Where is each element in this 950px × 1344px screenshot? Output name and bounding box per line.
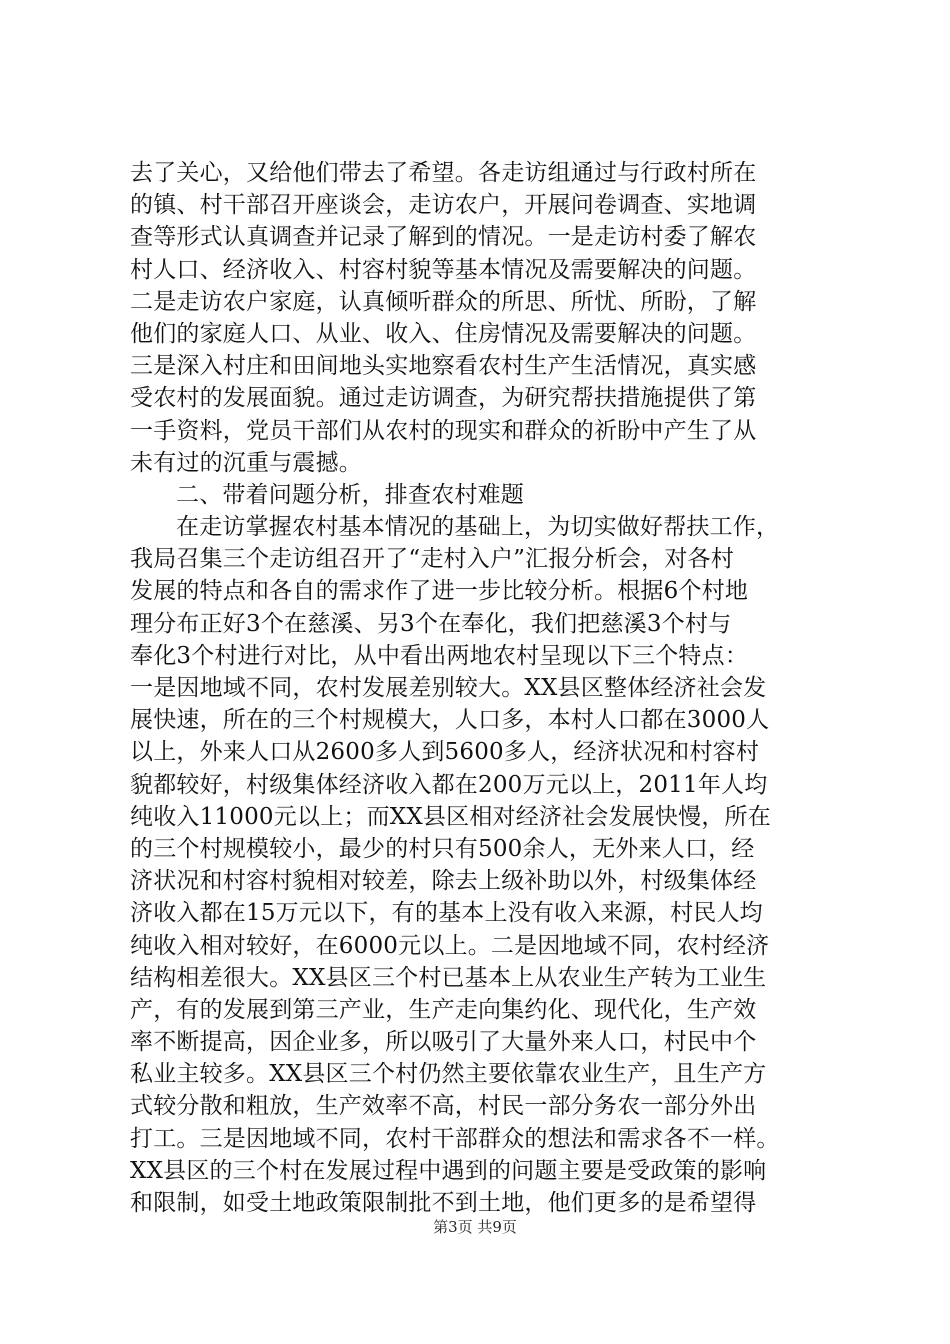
text-line: 式较分散和粗放，生产效率不高，村民一部分务农一部分外出 — [130, 1093, 757, 1120]
text-line: 产，有的发展到第三产业，生产走向集约化、现代化，生产效 — [130, 996, 757, 1023]
text-line: 发展的特点和各自的需求作了进一步比较分析。根据6个村地 — [130, 578, 749, 605]
text-line: 和限制，如受土地政策限制批不到土地，他们更多的是希望得 — [130, 1190, 757, 1216]
text-line: 理分布正好3个在慈溪、另3个在奉化，我们把慈溪3个村与 — [130, 610, 732, 637]
page-footer: 第3页 共9页 — [433, 1218, 517, 1236]
text-line: 纯收入11000元以上；而XX县区相对经济社会发展快慢，所在 — [130, 803, 771, 830]
text-line: 受农村的发展面貌。通过走访调查，为研究帮扶措施提供了第 — [130, 385, 757, 412]
text-line: 一手资料，党员干部们从农村的现实和群众的祈盼中产生了从 — [130, 417, 757, 444]
text-line: 奉化3个村进行对比，从中看出两地农村呈现以下三个特点： — [130, 642, 749, 669]
text-line: 村人口、经济收入、村容村貌等基本情况及需要解决的问题。 — [130, 256, 757, 283]
text-line: 一是因地域不同，农村发展差别较大。XX县区整体经济社会发 — [130, 675, 767, 701]
document-body — [130, 157, 830, 1219]
text-line: 三是深入村庄和田间地头实地察看农村生产生活情况，真实感 — [130, 353, 757, 380]
text-line: 二、带着问题分析，排查农村难题 — [176, 481, 524, 508]
text-line: 去了关心，又给他们带去了希望。各走访组通过与行政村所在 — [130, 160, 757, 186]
text-line: XX县区的三个村在发展过程中遇到的问题主要是受政策的影响 — [130, 1157, 767, 1184]
text-line: 纯收入相对较好，在6000元以上。二是因地域不同，农村经济 — [130, 932, 770, 959]
text-line: 率不断提高，因企业多，所以吸引了大量外来人口，村民中个 — [130, 1029, 757, 1056]
text-line: 私业主较多。XX县区三个村仍然主要依靠农业生产，且生产方 — [130, 1061, 767, 1088]
text-line: 他们的家庭人口、从业、收入、住房情况及需要解决的问题。 — [130, 320, 757, 347]
text-line: 貌都较好，村级集体经济收入都在200万元以上，2011年人均 — [130, 771, 768, 798]
text-line: 未有过的沉重与震撼。 — [130, 449, 362, 476]
text-line: 济收入都在15万元以下，有的基本上没有收入来源，村民人均 — [130, 900, 763, 927]
text-line: 的镇、村干部召开座谈会，走访农户，开展问卷调查、实地调 — [130, 192, 757, 219]
text-line: 二是走访农户家庭，认真倾听群众的所思、所忧、所盼，了解 — [130, 288, 757, 315]
text-line: 的三个村规模较小，最少的村只有500余人，无外来人口，经 — [130, 835, 755, 862]
text-line: 我局召集三个走访组召开了“走村入户”汇报分析会，对各村 — [130, 546, 734, 573]
text-line: 展快速，所在的三个村规模大，人口多，本村人口都在3000人 — [130, 707, 770, 734]
text-line: 打工。三是因地域不同，农村干部群众的想法和需求各不一样。 — [130, 1125, 780, 1152]
text-line: 济状况和村容村貌相对较差，除去上级补助以外，村级集体经 — [130, 868, 757, 895]
text-line: 查等形式认真调查并记录了解到的情况。一是走访村委了解农 — [130, 224, 757, 251]
text-line: 以上，外来人口从2600多人到5600多人，经济状况和村容村 — [130, 739, 760, 766]
text-line: 在走访掌握农村基本情况的基础上，为切实做好帮扶工作， — [176, 514, 780, 541]
text-line: 结构相差很大。XX县区三个村已基本上从农业生产转为工业生 — [130, 964, 767, 991]
